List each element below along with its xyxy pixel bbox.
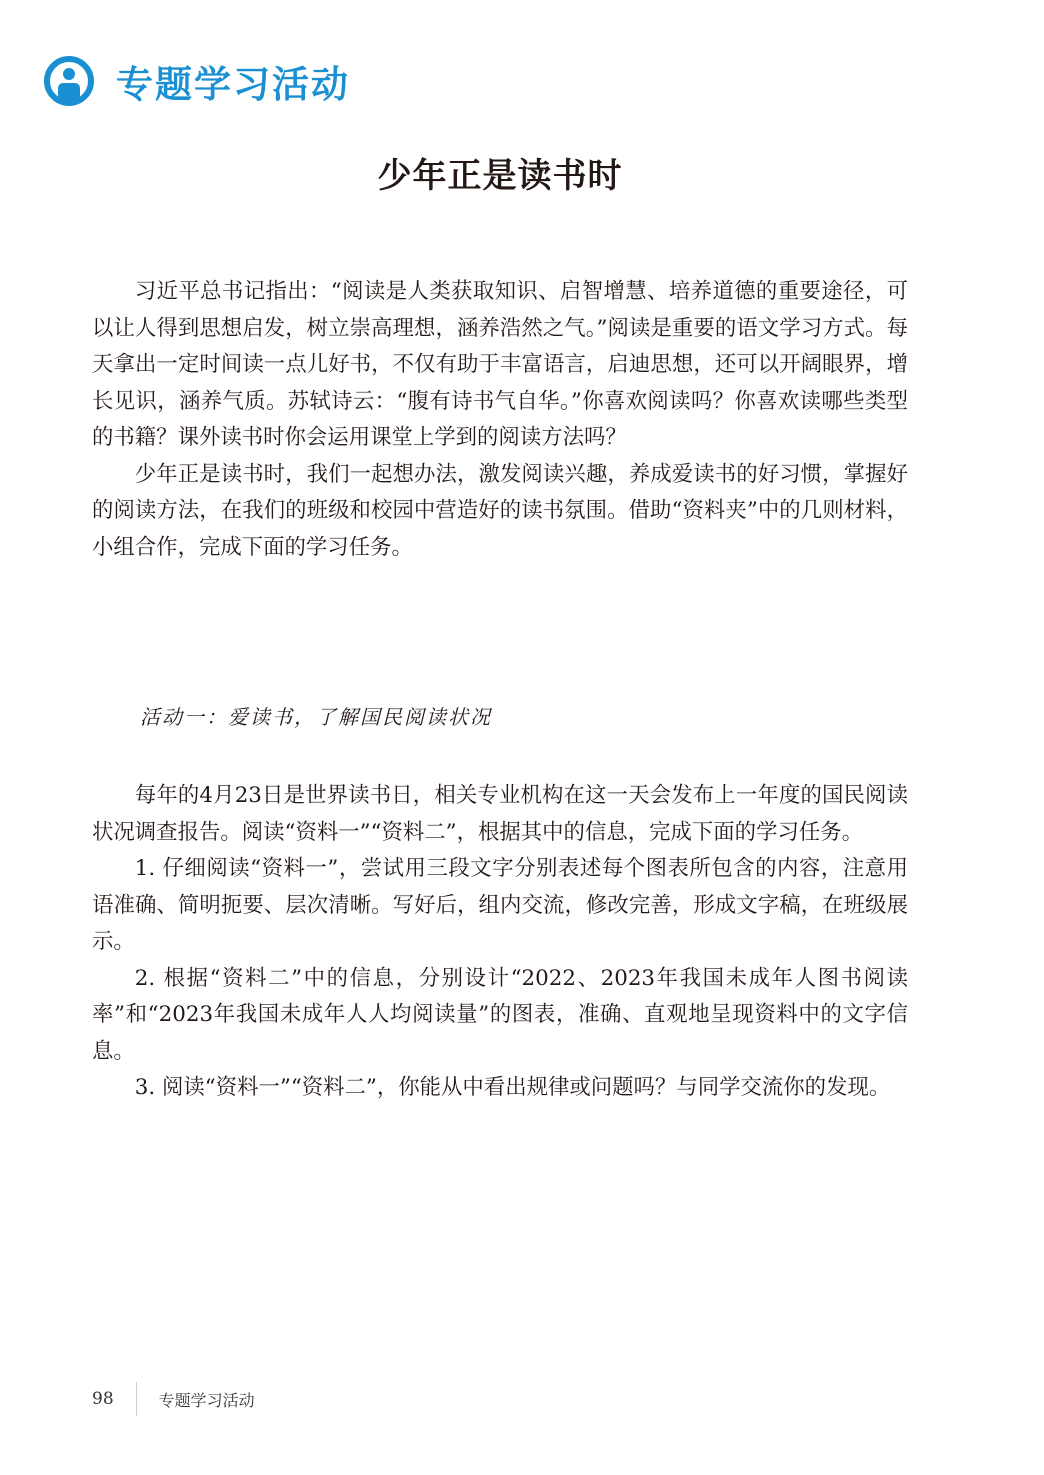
intro-paragraph: 习近平总书记指出：“阅读是人类获取知识、启智增慧、培养道德的重要途径，可以让人得到思想启发，树立崇高理想，涵养浩然之气。”阅读是重要的语文学习方式。每天拿出一定时间读一点儿好书，不仅有助于丰富语言，启迪思想，还可以开阔眼界，增长见识，涵养气质。苏轼诗云：“腹有诗书气自华。”你喜欢阅读吗？你喜欢读哪些类型的书籍？课外读书时你会运用课堂上学到的阅读方法吗？ (92, 279, 908, 450)
section-title: 专题学习活动 (116, 63, 350, 106)
footer-divider (136, 1382, 137, 1416)
activity-text (92, 778, 908, 1107)
activity-paragraph: 每年的4月23日是世界读书日，相关专业机构在这一天会发布上一年度的国民阅读状况调查报告。阅读“资料一”“资料二”，根据其中的信息，完成下面的学习任务。 (92, 783, 908, 845)
page-title: 少年正是读书时 (377, 156, 623, 196)
task-item: 2. 根据“资料二”中的信息，分别设计“2022、2023年我国未成年人图书阅读率”和“2023年我国未成年人人均阅读量”的图表，准确、直观地呈现资料中的文字信息。 (92, 965, 908, 1064)
page-footer (92, 1382, 255, 1416)
task-item: 3. 阅读“资料一”“资料二”，你能从中看出规律或问题吗？与同学交流你的发现。 (134, 1075, 891, 1100)
activity-heading: 活动一：爱读书，了解国民阅读状况 (140, 705, 492, 729)
section-header (44, 50, 350, 112)
task-item: 1. 仔细阅读“资料一”，尝试用三段文字分别表述每个图表所包含的内容，注意用语准确、简明扼要、层次清晰。写好后，组内交流，修改完善，形成文字稿，在班级展示。 (92, 856, 908, 954)
person-icon (44, 56, 94, 106)
intro-paragraph: 少年正是读书时，我们一起想办法，激发阅读兴趣，养成爱读书的好习惯，掌握好的阅读方法，在我们的班级和校园中营造好的读书氛围。借助“资料夹”中的几则材料，小组合作，完成下面的学习任务。 (92, 461, 908, 560)
footer-section-name: 专题学习活动 (158, 1390, 255, 1410)
intro-text (92, 274, 908, 566)
page-number: 98 (92, 1389, 114, 1409)
